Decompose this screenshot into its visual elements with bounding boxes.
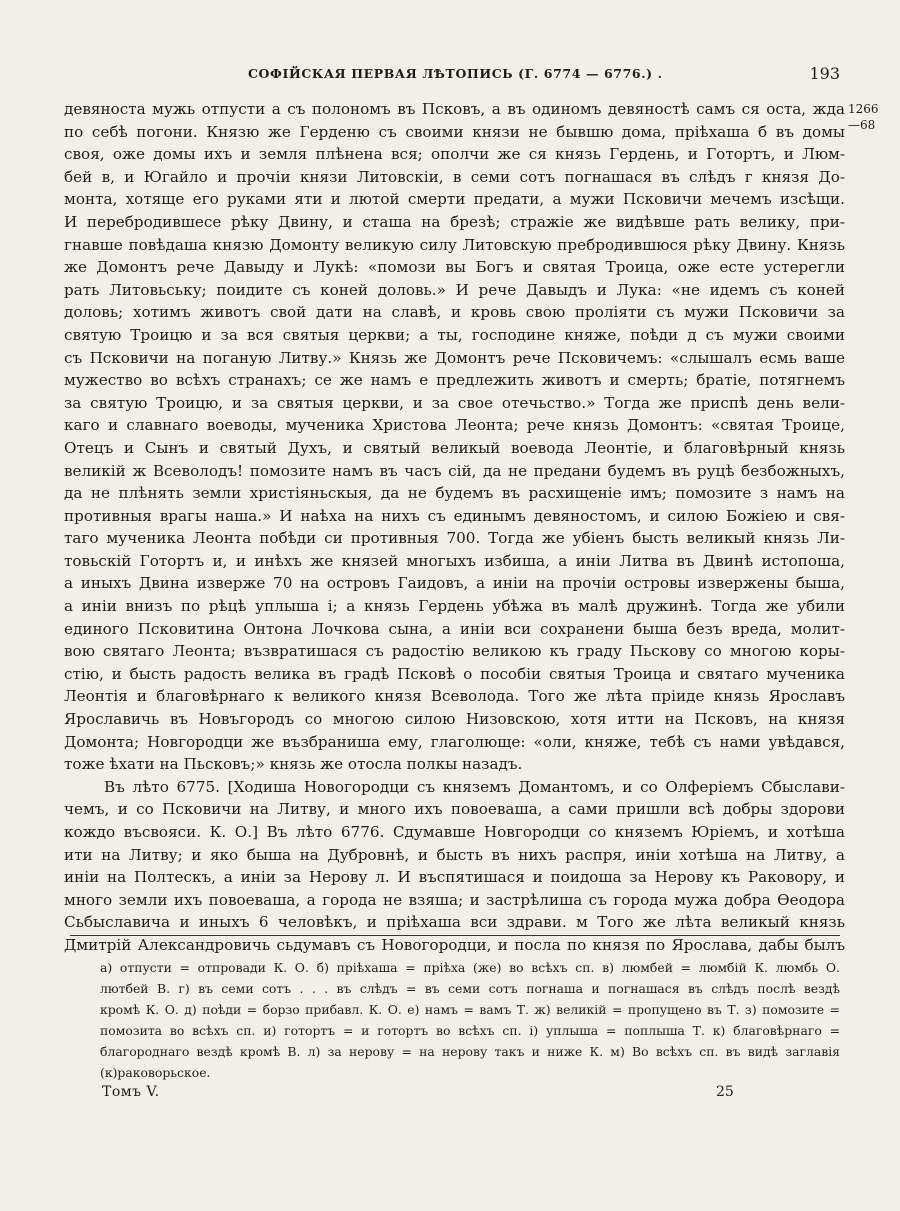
text-line: много земли ихъ повоеваша, а города не взяша; и застрѣлиша съ города мужа добра Ѳеодора	[64, 890, 845, 909]
page-footer	[0, 1084, 900, 1108]
text-line: гнавше повѣдаша князю Домонту великую силу Литовскую пребродившюся рѣку Двину. Князь	[64, 235, 845, 254]
text-line: иніи на Полтескъ, а иніи за Нерову л. И въспятишася и поидоша за Нерову къ Раковору, и	[64, 868, 845, 887]
margin-year-top: 1266	[848, 102, 879, 116]
text-line: Сьбыславича и иныхъ 6 человѣкъ, и пріѣхаша вси здрави. м Того же лѣта великый князь	[64, 913, 845, 932]
footnote-line: помозита во всѣхъ сп. и) готортъ = и готортъ во всѣхъ сп. і) уплыша = поплыша Т. к) благовѣрнаго =	[100, 1023, 840, 1038]
page-number: 193	[809, 64, 840, 83]
text-line: да не плѣнять земли христіяньскыя, да не будемъ въ расхищеніе имъ; помозите з намъ на	[64, 484, 845, 503]
margin-year-bottom: —68	[848, 118, 876, 132]
footnote-line: благороднаго вездѣ кромѣ В. л) за нерову = на нерову такъ и ниже К. м) Во всѣхъ сп. въ видѣ заглавія	[100, 1044, 840, 1059]
text-line: ити на Литву; и яко быша на Дубровнѣ, и бысть въ нихъ распря, иніи хотѣша на Литву, а	[64, 845, 845, 864]
text-line: И перебродившесе рѣку Двину, и сташа на брезѣ; стражіе же видѣвше рать велику, при-	[64, 212, 845, 231]
text-line: единого Псковитина Онтона Лочкова сына, а иніи вси сохранени быша безъ вреда, молит-	[64, 619, 845, 638]
text-line: бей в, и Югайло и прочіи князи Литовскіи, в семи сотъ погнашася въ слѣдъ г князя До-	[64, 167, 845, 186]
text-line: Домонта; Новгородци же възбраниша ему, глаголюще: «оли, княже, тебѣ съ нами увѣдався,	[64, 732, 845, 751]
volume-label: Томъ V.	[102, 1084, 160, 1100]
text-line: за святую Троицю, и за святыя церкви, и за свое отечьство.» Тогда же приспѣ день вели-	[64, 393, 845, 412]
running-head	[0, 64, 900, 86]
text-line: Ярославичь въ Новъгородъ со многою силою Низовскою, хотя итти на Псковъ, на князя	[64, 710, 845, 729]
signature-mark: 25	[716, 1084, 734, 1100]
text-line: мужество во всѣхъ странахъ; се же намъ е предлежить животъ и смерть; братіе, потягнемъ	[64, 371, 845, 390]
text-line: монта, хотяще его руками яти и лютой смерти предати, а мужи Псковичи мечемъ изсѣщи.	[64, 190, 845, 209]
text-line: Леонтія и благовѣрнаго к великого князя Всеволода. Того же лѣта пріиде князь Ярославъ	[64, 687, 845, 706]
chronicle-text	[64, 98, 845, 957]
text-line: же Домонтъ рече Давыду и Лукѣ: «помози вы Богъ и святая Троица, оже есте устерегли	[64, 258, 845, 277]
text-line: своя, оже домы ихъ и земля плѣнена вся; ополчи же ся князь Гердень, и Готортъ, и Люм-	[64, 145, 845, 164]
footnotes	[100, 957, 840, 1083]
running-title: СОФІЙСКАЯ ПЕРВАЯ ЛѢТОПИСЬ (Г. 6774 — 6776.) .	[248, 66, 663, 81]
text-line: противныя врагы наша.» И наѣха на нихъ съ единымъ девяностомъ, и силою Божіею и свя-	[64, 506, 845, 525]
text-line: Дмитрій Александровичь сьдумавъ съ Новогородци, и посла по князя по Ярослава, дабы былъ	[64, 935, 845, 954]
footnote-line: кромѣ К. О. д) поѣди = борзо прибавл. К. О. е) намъ = вамъ Т. ж) великій = пропущено въ Т. з) помозите =	[100, 1002, 840, 1017]
text-line: Въ лѣто 6775. [Ходиша Новогородци съ княземъ Домантомъ, и со Олферіемъ Сбыслави-	[104, 777, 845, 796]
text-line: стію, и бысть радость велика въ градѣ Псковѣ о пособіи святыя Троица и святаго мученика	[64, 664, 845, 683]
text-line: чемъ, и со Псковичи на Литву, и много ихъ повоеваша, а сами пришли всѣ добры здорови	[64, 800, 845, 819]
text-line: вою святаго Леонта; възвратишася съ радостію великою къ граду Пьскову со многою коры-	[64, 642, 845, 661]
text-line: каго и славнаго воеводы, мученика Христова Леонта; рече князь Домонтъ: «святая Троице,	[64, 416, 845, 435]
footnote-line: а) отпусти = отпровади К. О. б) пріѣхаша = пріѣха (же) во всѣхъ сп. в) люмбей = люмбій К. люмбь О.	[100, 960, 840, 975]
text-line: святую Троицю и за вся святыя церкви; а ты, господине княже, поѣди д съ мужи своими	[64, 325, 845, 344]
text-line: тоже ѣхати на Пьсковъ;» князь же отосла полкы назадъ.	[64, 755, 523, 774]
text-line: по себѣ погони. Князю же Герденю съ своими князи не бывшю дома, пріѣхаша б въ домы	[64, 122, 845, 141]
footnote-line: лютбей В. г) въ семи сотъ . . . въ слѣдъ = въ семи сотъ погнаша и погнашася въ слѣдъ послѣ вездѣ	[100, 981, 840, 996]
text-line: рать Литовьську; поидите съ коней доловь.» И рече Давыдъ и Лука: «не идемъ съ коней	[64, 280, 845, 299]
text-line: товьскій Готортъ и, и инѣхъ же князей многыхъ избиша, а иніи Литва въ Двинѣ истопоша,	[64, 551, 845, 570]
text-line: кождо въсвояси. К. О.] Въ лѣто 6776. Сдумавше Новгородци со княземъ Юріемъ, и хотѣша	[64, 823, 845, 841]
text-line: съ Псковичи на поганую Литву.» Князь же Домонтъ рече Псковичемъ: «слышалъ есмь ваше	[64, 348, 845, 367]
text-line: доловь; хотимъ животъ свой дати на славѣ, и кровь свою проліяти съ мужи Псковичи за	[64, 303, 845, 322]
footnote-line: (к)раковорьское.	[100, 1065, 211, 1080]
text-line: а иныхъ Двина изверже 70 на островъ Гаидовъ, а иніи на прочіи островы извержены быша,	[64, 574, 845, 593]
text-line: девяноста мужь отпусти а съ полономъ въ Псковъ, а въ одиномъ девяностѣ самъ ся оста, жда	[64, 100, 845, 118]
text-line: Отецъ и Сынъ и святый Духъ, и святый великый воевода Леонтіе, и благовѣрный князь	[64, 438, 845, 457]
text-line: а иніи внизъ по рѣцѣ уплыша і; а князь Гердень убѣжа въ малѣ дружинѣ. Тогда же убили	[64, 597, 845, 616]
footnote-divider	[70, 935, 840, 936]
text-line: таго мученика Леонта побѣди си противныя 700. Тогда же убіенъ бысть великый князь Ли-	[64, 529, 845, 548]
text-line: великій ж Всеволодъ! помозите намъ въ часъ сій, да не предани будемъ въ руцѣ безбожныхъ,	[64, 461, 845, 480]
